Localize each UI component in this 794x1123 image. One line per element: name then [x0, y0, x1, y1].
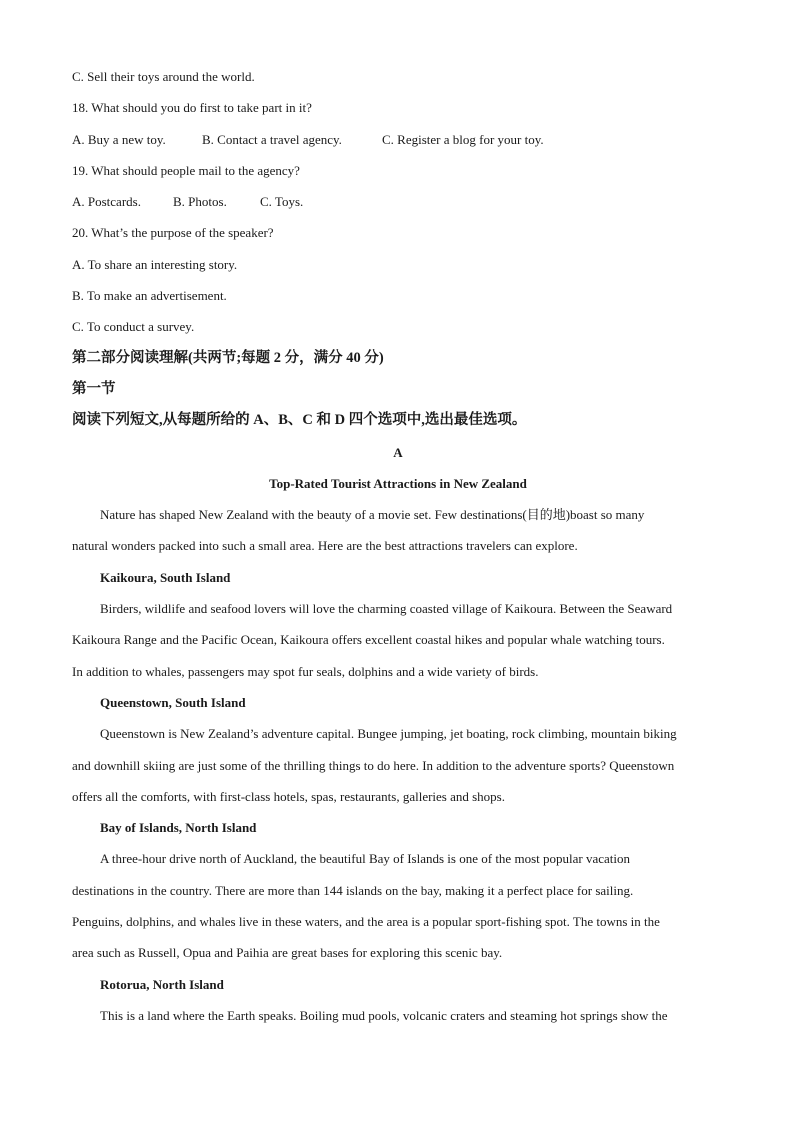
paragraph-line: A three-hour drive north of Auckland, the beautiful Bay of Islands is one of the most popular vacation	[100, 851, 630, 867]
q18-question: 18. What should you do first to take part in it?	[72, 100, 312, 116]
section-heading-rotorua: Rotorua, North Island	[100, 976, 224, 992]
q19-option-c: C. Toys.	[260, 194, 304, 210]
passage-title: Top-Rated Tourist Attractions in New Zealand	[269, 475, 527, 491]
q17-option-c: C. Sell their toys around the world.	[72, 69, 255, 84]
q20-option-a: A. To share an interesting story.	[72, 256, 238, 272]
passage-letter: A	[393, 444, 403, 460]
section-heading-bay-of-islands: Bay of Islands, North Island	[100, 820, 257, 836]
q19-options	[72, 186, 724, 217]
q19-option-a: A. Postcards.	[72, 194, 141, 210]
intro-line-1: Nature has shaped New Zealand with the beauty of a movie set. Few destinations(目的地)boast so many	[100, 507, 645, 523]
intro-line-2: natural wonders packed into such a small area. Here are the best attractions travelers can explore.	[72, 538, 578, 554]
document-page	[72, 61, 724, 1031]
q18-options	[72, 124, 724, 155]
paragraph-line: Birders, wildlife and seafood lovers will love the charming coasted village of Kaikoura. Between the Seaward	[100, 601, 673, 617]
paragraph-line: Queenstown is New Zealand’s adventure capital. Bungee jumping, jet boating, rock climbing, mountain biking	[100, 726, 677, 742]
q18-option-c: C. Register a blog for your toy.	[382, 131, 544, 147]
section-heading-queenstown: Queenstown, South Island	[100, 694, 246, 710]
q20-option-c: C. To conduct a survey.	[72, 319, 195, 335]
paragraph-line: destinations in the country. There are more than 144 islands on the bay, making it a perfect place for sailing.	[72, 882, 634, 898]
paragraph-line: area such as Russell, Opua and Paihia are great bases for exploring this scenic bay.	[72, 945, 503, 961]
q20-option-b: B. To make an advertisement.	[72, 288, 227, 304]
q19-option-b: B. Photos.	[173, 194, 227, 210]
part2-header: 第二部分阅读理解(共两节;每题 2 分，满分 40 分)	[72, 349, 384, 366]
paragraph-line: Penguins, dolphins, and whales live in these waters, and the area is a popular sport-fishing spot. The towns in the	[72, 914, 660, 930]
paragraph-line: and downhill skiing are just some of the thrilling things to do here. In addition to the adventure sports? Queenstown	[72, 757, 675, 773]
q18-option-a: A. Buy a new toy.	[72, 131, 166, 147]
section-label: 第一节	[72, 380, 116, 397]
paragraph-line: This is a land where the Earth speaks. Boiling mud pools, volcanic craters and steaming hot springs show the	[100, 1007, 668, 1023]
q20-question: 20. What’s the purpose of the speaker?	[72, 225, 274, 241]
paragraph-line: offers all the comforts, with first-class hotels, spas, restaurants, galleries and shops.	[72, 788, 505, 804]
q19-question: 19. What should people mail to the agency?	[72, 162, 300, 178]
paragraph-line: In addition to whales, passengers may spot fur seals, dolphins and a wide variety of birds.	[72, 663, 539, 679]
section-heading-kaikoura: Kaikoura, South Island	[100, 569, 231, 585]
paragraph-line: Kaikoura Range and the Pacific Ocean, Kaikoura offers excellent coastal hikes and popular whale watching tours.	[72, 632, 665, 648]
q18-option-b: B. Contact a travel agency.	[202, 131, 342, 147]
instructions: 阅读下列短文,从每题所给的 A、B、C 和 D 四个选项中,选出最佳选项。	[72, 412, 527, 429]
